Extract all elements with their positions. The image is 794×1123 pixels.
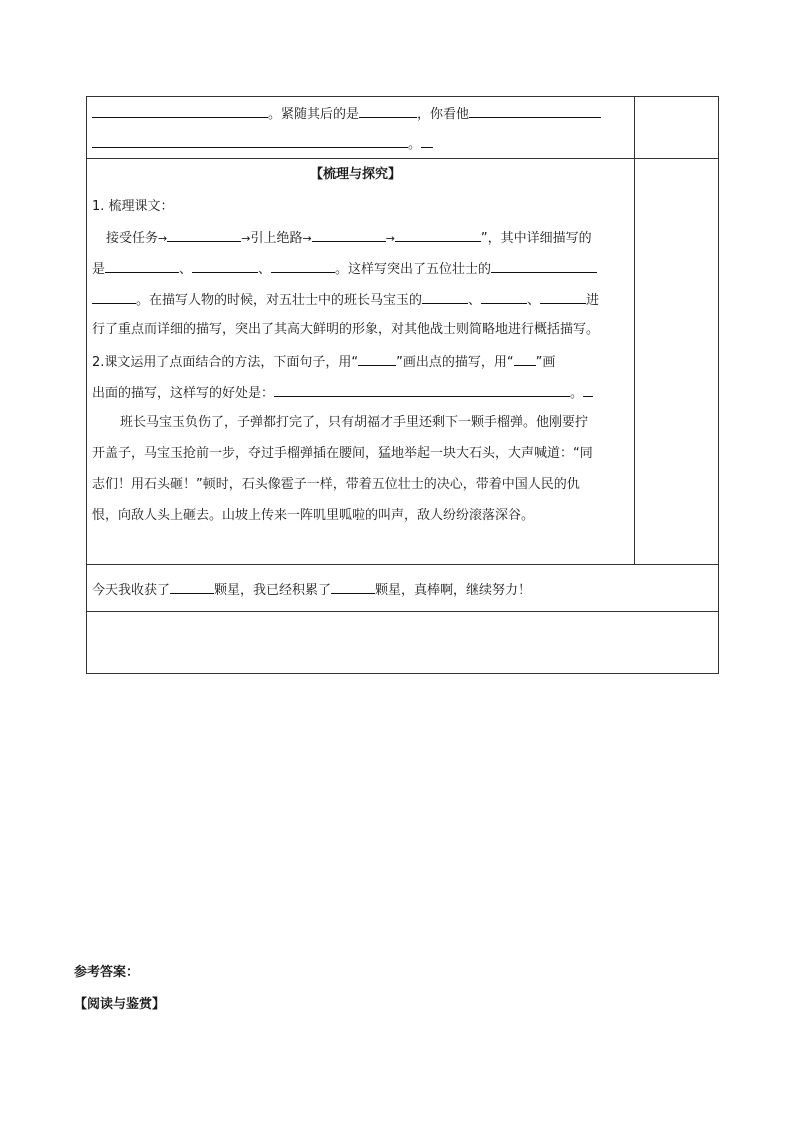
row-divider [86,611,719,612]
worksheet-table [86,96,719,674]
answer-blank[interactable] [514,352,536,366]
table-border-right [718,96,719,674]
arrow-icon: → [158,232,168,245]
passage-line: 开盖子，马宝玉抢前一步，夺过手榴弹插在腰间，猛地举起一块大石头，大声喊道：“同 [92,446,593,461]
table-border-left [86,96,87,674]
row1-line2: 。 [92,134,433,154]
arrow-icon: → [385,232,395,245]
column-divider [634,96,635,564]
stars-line: 今天我收获了 颗星，我已经积累了 颗星，真棒啊，继续努力！ [92,580,531,600]
answer-blank[interactable] [331,580,375,594]
answer-blank[interactable] [170,580,214,594]
detail-line: 行了重点而详细的描写，突出了其高大鲜明的形象，对其他战士则简略地进行概括描写。 [92,322,600,337]
arrow-icon: → [241,232,251,245]
answer-blank[interactable] [92,134,408,148]
row-divider [86,564,719,565]
row-divider [86,158,719,159]
flow-line: 接受任务→ →引上绝路→ → ”，其中详细描写的 [106,228,592,248]
answer-blank[interactable] [540,290,586,304]
detail-line: 。在描写人物的时候，对五壮士中的班长马宝玉的 、 、 进 [92,290,599,310]
question-2-line: 出面的描写，这样写的好处是： 。 [92,383,593,403]
table-border-top [86,96,719,97]
answers-title: 参考答案： [74,965,140,980]
answer-blank[interactable] [395,228,481,242]
answer-blank[interactable] [481,290,527,304]
question-1-label: 1. 梳理课文： [92,199,174,214]
arrow-icon: → [302,232,312,245]
passage-line: 恨，向敌人头上砸去。山坡上传来一阵叽里呱啦的叫声，敌人纷纷滚落深谷。 [92,508,535,523]
question-2-line: 2.课文运用了点面结合的方法，下面句子，用“ ”画出点的描写，用“ ”画 [92,352,555,372]
table-border-bottom [86,673,719,674]
answer-blank[interactable] [469,104,601,118]
answer-blank[interactable] [274,383,570,397]
answer-blank[interactable] [92,290,136,304]
answer-blank[interactable] [491,259,597,273]
answer-blank[interactable] [358,352,396,366]
answer-blank[interactable] [359,104,417,118]
answer-blank[interactable] [422,290,468,304]
detail-line: 是 、 、 。这样写突出了五位壮士的 [92,259,597,279]
answer-blank[interactable] [421,134,433,148]
answer-blank[interactable] [312,228,386,242]
answers-heading: 【阅读与鉴赏】 [74,997,166,1012]
answer-blank[interactable] [583,383,593,397]
passage-line: 志们！用石头砸！”顿时，石头像雹子一样，带着五位壮士的决心，带着中国人民的仇 [92,477,580,492]
answer-blank[interactable] [167,228,241,242]
answer-blank[interactable] [192,259,258,273]
section-heading: 【梳理与探究】 [310,167,402,182]
answer-blank[interactable] [105,259,179,273]
passage-line: 班长马宝玉负伤了，子弹都打完了，只有胡福才手里还剩下一颗手榴弹。他刚要拧 [120,415,589,430]
answer-blank[interactable] [92,104,268,118]
row1-line1: 。紧随其后的是 ，你看他 [92,104,601,124]
answer-blank[interactable] [271,259,335,273]
